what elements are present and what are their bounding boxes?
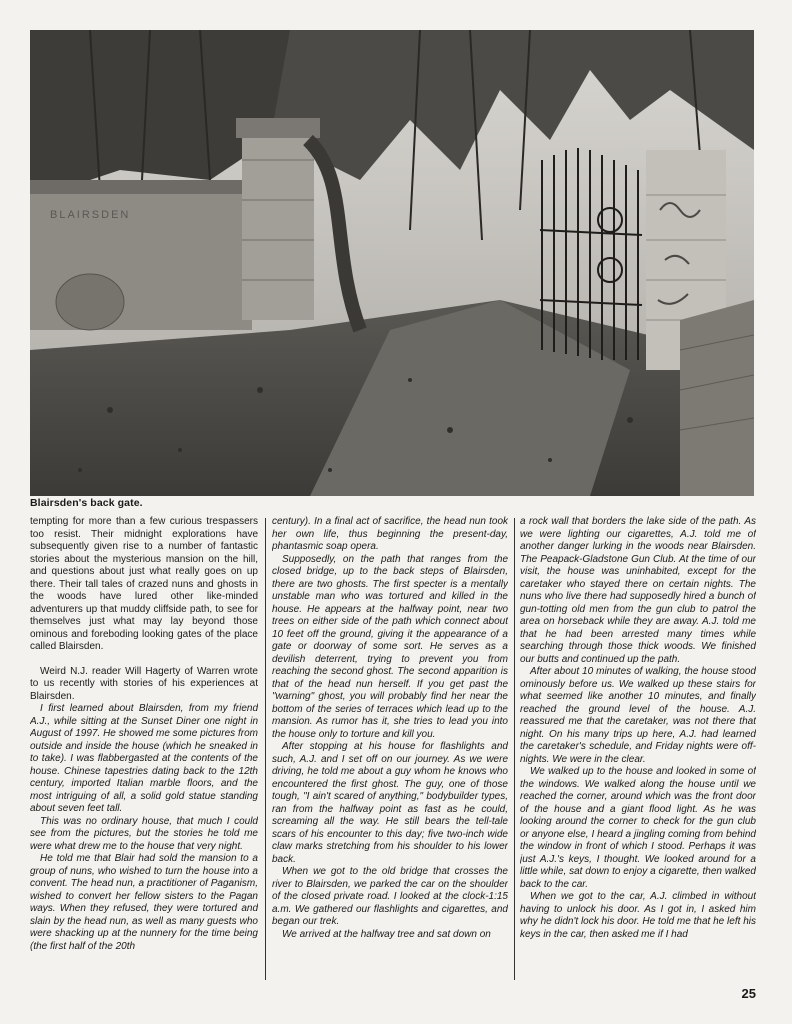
article-column-2 [272,516,508,986]
gate-sign: BLAIRSDEN [50,209,131,221]
column-divider [514,518,515,980]
page-number: 25 [741,986,756,1001]
article-column-3 [520,516,756,986]
gate-photo-illustration [30,30,754,496]
paragraph: Supposedly, on the path that ranges from the closed bridge, up to the back steps of Blairsden, there are two ghosts. The first specter is a mentally unstable man who was tortured and killed in the house. He appears at the halfway point, near two trees on either side of the path which connect about 10 feet off the ground, giving it the appearance of a gate or doorway of some sort. He serves as a devilish deterrent, trying to prevent you from reaching the second ghost. The second apparition is that of the head nun herself. If you get past the "warning" ghost, you will probably find her near the bottom of the series of terraces which lead up to the mansion. As rumor has it, she tries to lead you into the house only to torture and kill you. [272,553,508,740]
paragraph: Weird N.J. reader Will Hagerty of Warren wrote to us recently with stories of his experiences at Blairsden. [30,665,258,702]
paragraph: a rock wall that borders the lake side of the path. As we were lighting our cigarettes, A.J. told me of another danger lurking in the woods near Blairsden. The Peapack-Gladstone Gun Club. At the time of our visit, the house was uninhabited, except for the caretaker who stayed there on certain nights. The nuns who live there had supposedly hired a bunch of gun-totting old men from the gun club to patrol the area on horseback while they are away. A.J. told me that he had been arrested many times while searching through those thick woods. We finished our butts and continued up the path. [520,516,756,665]
paragraph: When we got to the old bridge that crosses the river to Blairsden, we parked the car on the shoulder of the closed private road. I looked at the clock-1:15 a.m. We gathered our flashlights and cigarettes, and began our trek. [272,866,508,927]
paragraph: After stopping at his house for flashlights and such, A.J. and I set off on our journey. As we were driving, he told me about a guy whom he knows who encountered the first ghost. The guy, one of those tough, "I ain't scared of anything," bodybuilder types, ran from the halfway point as fast as he could, screaming all the way. He still bears the tell-tale scars of his encounter to this day; five two-inch wide claw marks stretching from his shoulder to his lower back. [272,741,508,865]
article-column-1 [30,516,258,986]
gate-photo [30,30,754,496]
paragraph: When we got to the car, A.J. climbed in without having to unlock his door. As I got in, I asked him why he didn't lock his door. He told me that he left his keys in the car, then asked me if I had [520,891,756,940]
paragraph: tempting for more than a few curious trespassers too resist. Their midnight explorations have subsequently given rise to a number of fantastic stories about the mysterious mansion on the hill, and questions about just what really goes on up there. Their tall tales of crazed nuns and ghosts in the woods have lured other like-minded adventurers up that muddy cliffside path, to see for themselves just what may lay beyond those ominous and foreboding looking gates of the place called Blairsden. [30,516,258,652]
photo-caption: Blairsden's back gate. [30,497,143,509]
paragraph: I first learned about Blairsden, from my friend A.J., while sitting at the Sunset Diner one night in August of 1997. He showed me some pictures from outside and inside the house (which he sneaked in to take). I was flabbergasted at the contents of the house. Chinese tapestries dating back to the 12th century, imported Italian marble floors, and the most intriguing of all, a solid gold statue standing about seven feet tall. [30,703,258,814]
paragraph: He told me that Blair had sold the mansion to a group of nuns, who wished to turn the house into a convent. The head nun, a practitioner of Paganism, wished to convert her fellow sisters to the Pagan ways. When they refused, they were tortured and slain by the head nun, as well as many guests who were shacking up at the nunnery for the time being (the first half of the 20th [30,853,258,952]
paragraph: This was no ordinary house, that much I could see from the pictures, but the stories he told me were what drew me to the house that very night. [30,815,258,852]
column-divider [265,518,266,980]
paragraph: We arrived at the halfway tree and sat down on [282,928,491,940]
paragraph: After about 10 minutes of walking, the house stood ominously before us. We walked up these stairs for what seemed like another 10 minutes, and finally reached the ground level of the house. A.J. reassured me that the caretaker, was not there that night. On his many trips up here, A.J. had learned the caretaker's schedule, and Friday nights were off-nights. We were in the clear. [520,666,756,765]
paragraph: century). In a final act of sacrifice, the head nun took her own life, thus beginning the present-day, phantasmic soap opera. [272,516,508,552]
paragraph: We walked up to the house and looked in some of the windows. We walked along the house until we reached the corner, around which was the front door of the house and a giant flood light. As he was looking around the corner to check for the gun club or anyone else, I heard a jingling coming from behind the window in front of which I stood. Perhaps it was just A.J.'s keys, I thought. We looked around for a little while, sat down to enjoy a cigarette, then walked back to the car. [520,766,756,890]
